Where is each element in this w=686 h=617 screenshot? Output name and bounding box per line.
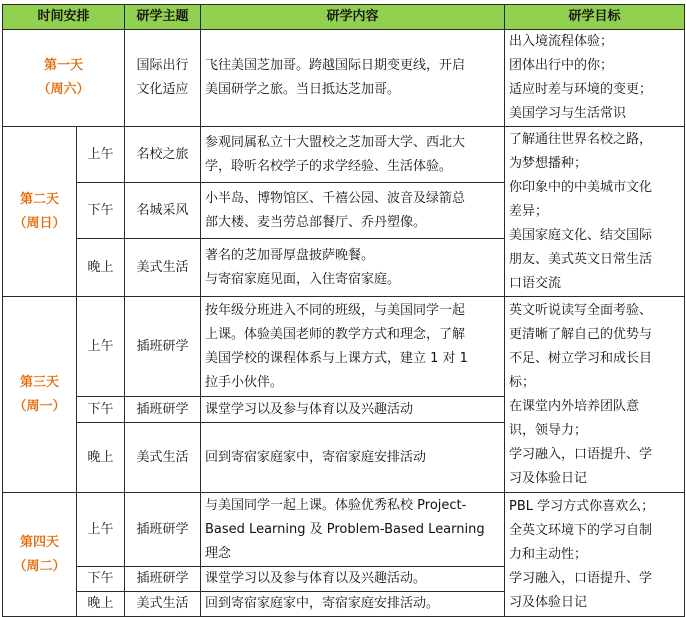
content-line: 上课。体验美国老师的教学方式和理念，了解: [205, 326, 466, 342]
day4-content-evening: [201, 592, 505, 617]
day3-topic-morning: 插班研学: [125, 297, 201, 397]
day2-topic-afternoon: 名城采风: [125, 183, 201, 239]
day2-morning-row: [3, 127, 685, 183]
content-line: 课堂学习以及参与体育以及兴趣活动。: [205, 571, 427, 586]
day1-goal-line: 适应时差与环境的变更；: [509, 82, 653, 97]
day4-topic-morning: 插班研学: [125, 493, 201, 567]
day4-goal: [505, 493, 685, 617]
day1-content: [201, 30, 505, 127]
day3-topic-evening: 美式生活: [125, 423, 201, 493]
day4-period-evening: 晚上: [77, 592, 125, 617]
day4-content-afternoon: [201, 567, 505, 592]
day4-period-morning: 上午: [77, 493, 125, 567]
content-line: 著名的芝加哥厚盘披萨晚餐。: [205, 247, 375, 263]
content-line: 回到寄宿家庭家中，寄宿家庭安排活动。: [205, 596, 440, 611]
day1-row: [3, 30, 685, 127]
day2-weekday: （周日）: [13, 215, 66, 231]
day4-weekday: （周二）: [13, 558, 66, 574]
header-row: [3, 5, 685, 30]
day2-topic-evening: 美式生活: [125, 239, 201, 297]
day1-content-line: 美国研学之旅。当日抵达芝加哥。: [205, 82, 401, 97]
day2-label: [3, 127, 77, 297]
header-topic: 研学主题: [125, 5, 201, 30]
day4-topic-evening: 美式生活: [125, 592, 201, 617]
day2-period-evening: 晚上: [77, 239, 125, 297]
day3-goal-line: 标；: [509, 374, 536, 390]
day1-goal-line: 出入境流程体验；: [509, 34, 614, 49]
content-line: 拉手小伙伴。: [205, 374, 284, 390]
day1-content-line: 飞往美国芝加哥。跨越国际日期变更线，开启: [205, 58, 466, 73]
day2-topic-morning: 名校之旅: [125, 127, 201, 183]
day2-content-afternoon: [201, 183, 505, 239]
day3-morning-row: [3, 297, 685, 397]
day3-goal-line: 更清晰了解自己的优势与: [509, 326, 653, 342]
day1-weekday: （周六）: [37, 82, 90, 97]
day4-day: 第四天: [19, 534, 59, 550]
content-line: 部大楼、麦当劳总部餐厅、乔丹塑像。: [205, 214, 427, 230]
day1-label: [3, 30, 125, 127]
day1-topic-line: 文化适应: [136, 82, 189, 97]
day1-day: 第一天: [44, 58, 84, 73]
day4-period-afternoon: 下午: [77, 567, 125, 592]
day2-goal-line: 美国家庭文化、结交国际: [509, 227, 653, 243]
day3-content-afternoon: [201, 397, 505, 423]
day3-goal-line: 学习融入，口语提升、学: [509, 446, 653, 462]
day3-label: [3, 297, 77, 493]
content-line: 美国学校的课程体系与上课方式，建立 1 对 1: [205, 350, 468, 366]
day2-content-morning: [201, 127, 505, 183]
day2-goal: [505, 127, 685, 297]
header-goal: 研学目标: [505, 5, 685, 30]
content-line: 与寄宿家庭见面，入住寄宿家庭。: [205, 271, 401, 287]
content-line: 理念: [205, 545, 232, 561]
day3-goal-line: 英文听说读写全面考验、: [509, 302, 653, 318]
content-line: 小半岛、博物馆区、千禧公园、波音及绿箭总: [205, 190, 466, 206]
header-schedule: 时间安排: [3, 5, 125, 30]
day4-goal-line: 习及体验日记: [509, 594, 588, 610]
day2-content-evening: [201, 239, 505, 297]
day2-goal-line: 你印象中的中美城市文化: [509, 179, 653, 195]
day3-content-morning: [201, 297, 505, 397]
day4-label: [3, 493, 77, 617]
header-content: 研学内容: [201, 5, 505, 30]
day2-goal-line: 差异；: [509, 203, 549, 219]
day4-topic-afternoon: 插班研学: [125, 567, 201, 592]
day3-goal: [505, 297, 685, 493]
day2-goal-line: 了解通往世界名校之路，: [509, 131, 653, 147]
day4-morning-row: [3, 493, 685, 567]
day2-goal-line: 口语交流: [509, 275, 562, 291]
day4-content-morning: [201, 493, 505, 567]
day3-period-morning: 上午: [77, 297, 125, 397]
day3-weekday: （周一）: [13, 398, 66, 414]
day1-topic-line: 国际出行: [136, 58, 189, 73]
day1-topic: [125, 30, 201, 127]
day3-day: 第三天: [19, 374, 59, 390]
day3-topic-afternoon: 插班研学: [125, 397, 201, 423]
day3-content-evening: [201, 423, 505, 493]
day1-goal-line: 团体出行中的你；: [509, 58, 614, 73]
day2-period-afternoon: 下午: [77, 183, 125, 239]
day3-period-afternoon: 下午: [77, 397, 125, 423]
content-line: 回到寄宿家庭家中，寄宿家庭安排活动: [205, 449, 427, 465]
itinerary-table: [2, 4, 685, 617]
content-line: 学，聆听名校学子的求学经验、生活体验。: [205, 158, 453, 174]
day2-goal-line: 为梦想播种；: [509, 155, 588, 171]
content-line: Based Learning 及 Problem-Based Learning: [205, 521, 485, 537]
day3-goal-line: 识，领导力；: [509, 422, 588, 438]
day4-goal-line: 学习融入，口语提升、学: [509, 570, 653, 586]
day3-goal-line: 习及体验日记: [509, 470, 588, 486]
day2-day: 第二天: [19, 191, 59, 207]
day1-goal-line: 美国学习与生活常识: [509, 106, 627, 121]
day4-goal-line: 力和主动性；: [509, 546, 588, 562]
day4-goal-line: PBL 学习方式你喜欢么；: [509, 498, 655, 514]
day3-goal-line: 不足、树立学习和成长目: [509, 350, 653, 366]
day2-period-morning: 上午: [77, 127, 125, 183]
day4-goal-line: 全英文环境下的学习自制: [509, 522, 653, 538]
day3-goal-line: 在课堂内外培养团队意: [509, 398, 640, 414]
day2-goal-line: 朋友、美式英文日常生活: [509, 251, 653, 267]
content-line: 与美国同学一起上课。体验优秀私校 Project-: [205, 497, 467, 513]
day3-period-evening: 晚上: [77, 423, 125, 493]
content-line: 参观同属私立十大盟校之芝加哥大学、西北大: [205, 134, 466, 150]
content-line: 课堂学习以及参与体育以及兴趣活动: [205, 401, 414, 417]
day1-goal: [505, 30, 685, 127]
content-line: 按年级分班进入不同的班级，与美国同学一起: [205, 302, 466, 318]
